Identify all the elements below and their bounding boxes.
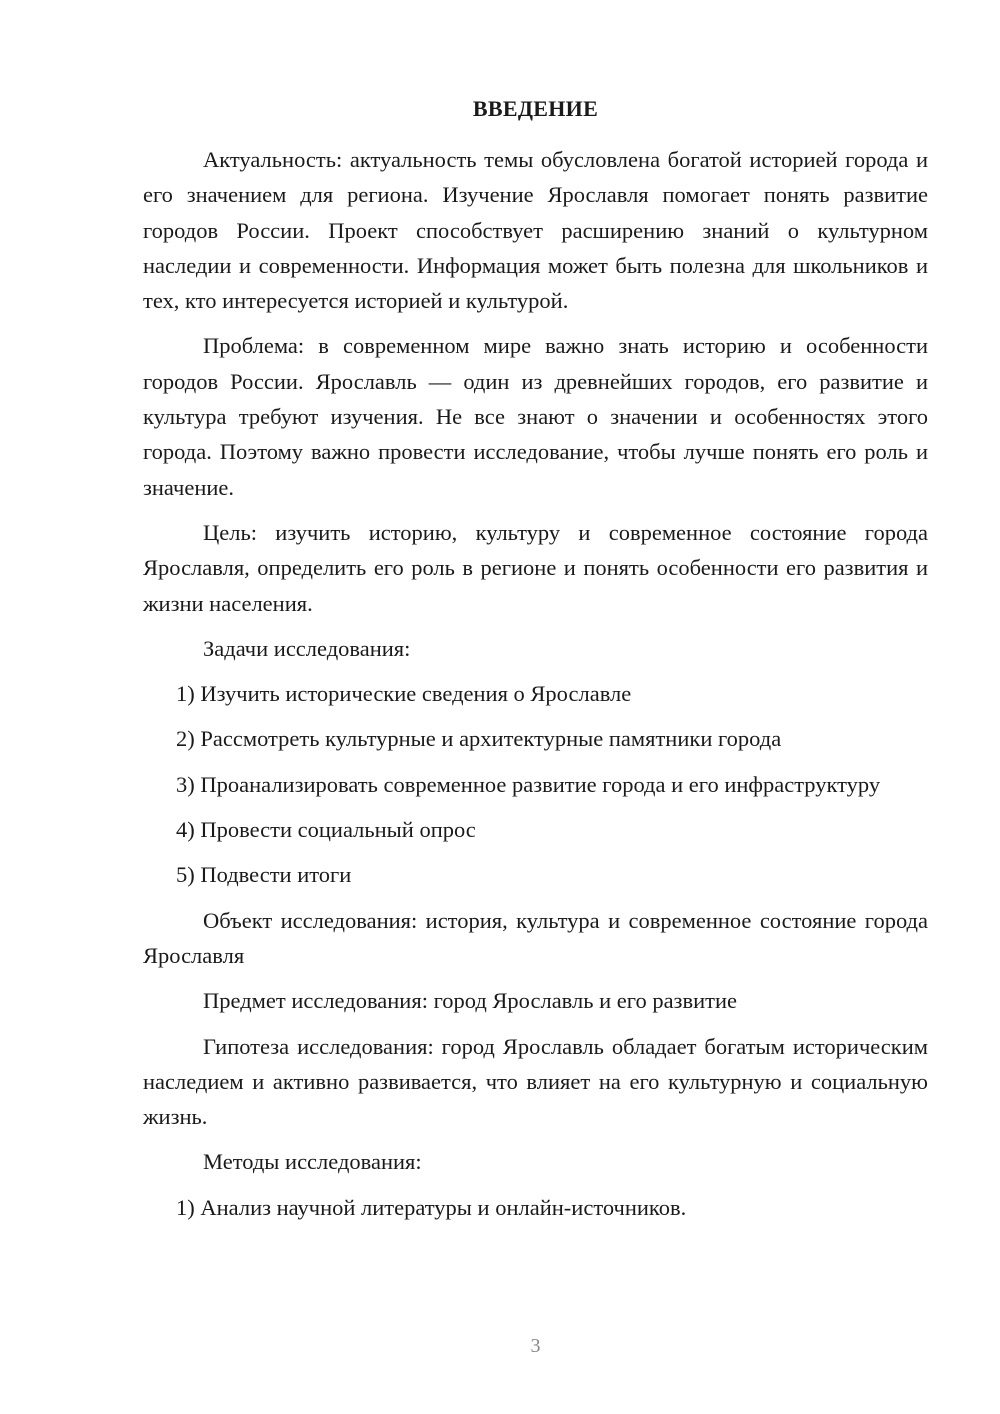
paragraph-tasks-heading: Задачи исследования: bbox=[203, 635, 411, 661]
paragraph-relevance: Актуальность: актуальность темы обусловлена богатой историей города и его значением для региона. Изучение Ярославля помогает понять развитие городов России. Проект способствует расширению знаний о культурном наследии и современности. Информация может быть полезна для школьников и тех, кто интересуется историей и культурой. bbox=[143, 147, 928, 314]
body-text bbox=[143, 142, 928, 1235]
paragraph-hypothesis: Гипотеза исследования: город Ярославль обладает богатым историческим наследием и активно развивается, что влияет на его культурную и социальную жизнь. bbox=[143, 1033, 928, 1130]
page-title: ВВЕДЕНИЕ bbox=[472, 96, 599, 121]
paragraph-problem: Проблема: в современном мире важно знать историю и особенности городов России. Ярославль — один из древнейших городов, его развитие и культура требуют изучения. Не все знают о значении и особенностях этого города. Поэтому важно провести исследование, чтобы лучше понять его роль и значение. bbox=[143, 333, 928, 500]
paragraph-subject: Предмет исследования: город Ярославль и его развитие bbox=[203, 988, 737, 1014]
page-number: 3 bbox=[530, 1335, 541, 1357]
list-item-task-2: 2) Рассмотреть культурные и архитектурные памятники города bbox=[176, 726, 782, 752]
document-page bbox=[143, 0, 928, 1414]
list-item-task-3: 3) Проанализировать современное развитие города и его инфраструктуру bbox=[176, 771, 881, 797]
list-item-task-5: 5) Подвести итоги bbox=[176, 862, 352, 888]
list-item-task-1: 1) Изучить исторические сведения о Ярославле bbox=[176, 681, 632, 707]
list-item-task-4: 4) Провести социальный опрос bbox=[176, 817, 476, 843]
paragraph-object: Объект исследования: история, культура и современное состояние города Ярославля bbox=[143, 907, 928, 968]
list-item-method-1: 1) Анализ научной литературы и онлайн-источников. bbox=[176, 1194, 687, 1220]
paragraph-goal: Цель: изучить историю, культуру и современное состояние города Ярославля, определить его роль в регионе и понять особенности его развития и жизни населения. bbox=[143, 519, 928, 616]
paragraph-methods-heading: Методы исследования: bbox=[203, 1149, 422, 1175]
